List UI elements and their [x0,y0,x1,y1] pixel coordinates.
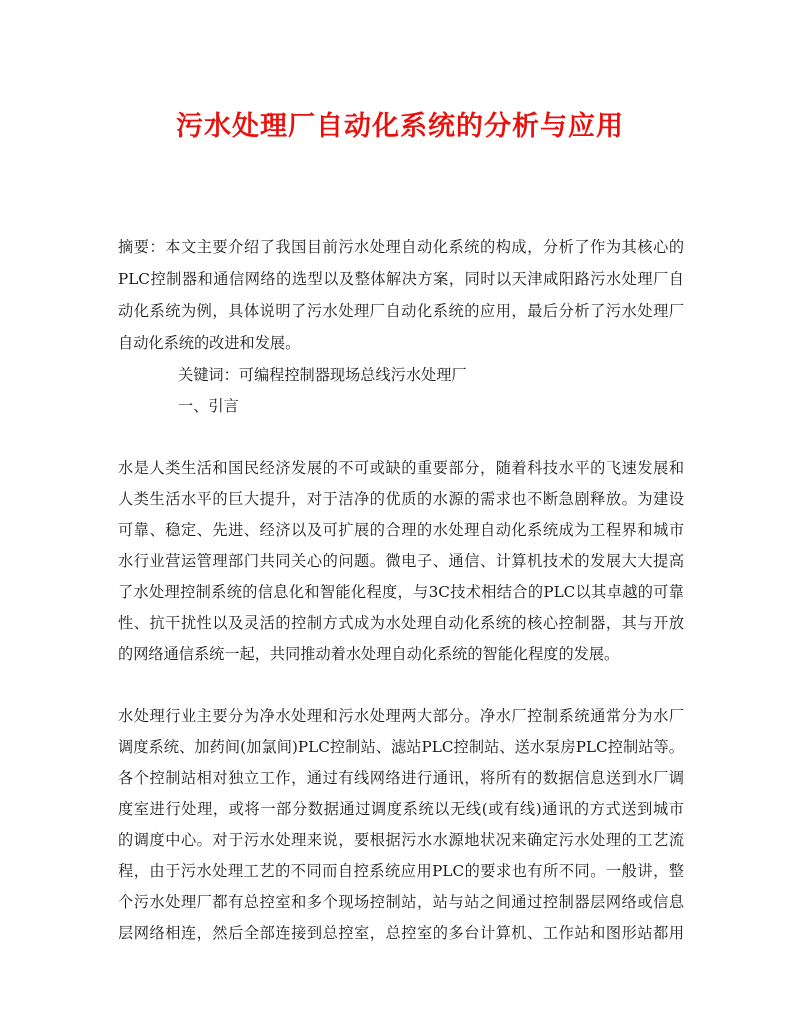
abstract-line: 动化系统为例，具体说明了污水处理厂自动化系统的应用，最后分析了污水处理厂 [118,302,684,320]
abstract-line: 自动化系统的改进和发展。 [118,334,301,352]
paragraph1-line: 的网络通信系统一起，共同推动着水处理自动化系统的智能化程度的发展。 [118,645,620,663]
abstract-line: 摘要：本文主要介绍了我国目前污水处理自动化系统的构成，分析了作为其核心的 [118,238,684,256]
paragraph2-line: 个污水处理厂都有总控室和多个现场控制站，站与站之间通过控制器层网络或信息 [118,893,684,911]
paragraph1-line: 可靠、稳定、先进、经济以及可扩展的合理的水处理自动化系统成为工程界和城市 [118,521,684,539]
paragraph2-line: 水处理行业主要分为净水处理和污水处理两大部分。净水厂控制系统通常分为水厂 [118,707,684,725]
paragraph2-line: 度室进行处理，或将一部分数据通过调度系统以无线(或有线)通讯的方式送到城市 [118,800,684,818]
paragraph2-line: 程，由于污水处理工艺的不同而自控系统应用PLC的要求也有所不同。一般讲，整 [118,862,684,880]
paragraph1-line: 水是人类生活和国民经济发展的不可或缺的重要部分，随着科技水平的飞速发展和 [118,459,684,477]
paragraph1-line: 性、抗干扰性以及灵活的控制方式成为水处理自动化系统的核心控制器，其与开放 [118,614,684,632]
paragraph1-line: 人类生活水平的巨大提升，对于洁净的优质的水源的需求也不断急剧释放。为建设 [118,490,684,508]
keywords-line: 关键词：可编程控制器现场总线污水处理厂 [178,366,467,384]
section-heading: 一、引言 [178,397,239,415]
paragraph2-line: 层网络相连，然后全部连接到总控室，总控室的多台计算机、工作站和图形站都用 [118,924,684,942]
paragraph2-line: 调度系统、加药间(加氯间)PLC控制站、滤站PLC控制站、送水泵房PLC控制站等。 [118,738,684,756]
paragraph1-line: 水行业营运管理部门共同关心的问题。微电子、通信、计算机技术的发展大大提高 [118,552,684,570]
paragraph1-line: 了水处理控制系统的信息化和智能化程度，与3C技术相结合的PLC以其卓越的可靠 [118,583,684,601]
abstract-line: PLC控制器和通信网络的选型以及整体解决方案，同时以天津咸阳路污水处理厂自 [118,270,684,288]
paragraph2-line: 的调度中心。对于污水处理来说，要根据污水水源地状况来确定污水处理的工艺流 [118,831,684,849]
document-title: 污水处理厂自动化系统的分析与应用 [176,111,624,142]
paragraph2-line: 各个控制站相对独立工作，通过有线网络进行通讯，将所有的数据信息送到水厂调 [118,769,684,787]
